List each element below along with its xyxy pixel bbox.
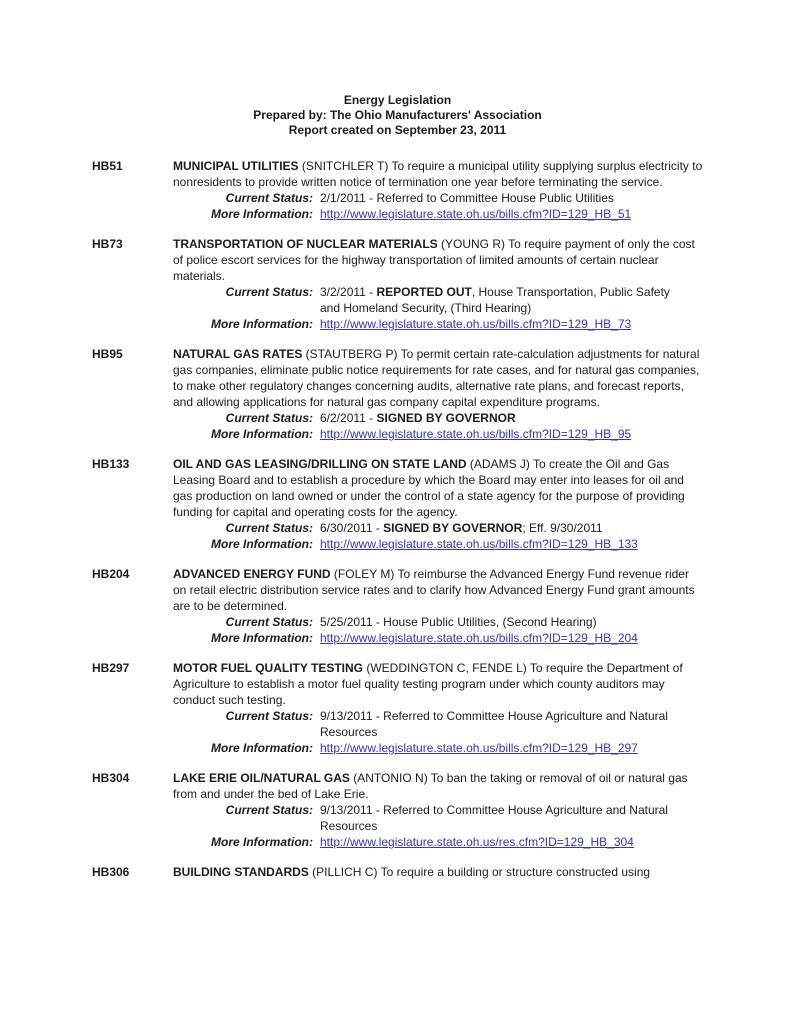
bill-body	[173, 236, 703, 332]
bill-description	[173, 158, 703, 190]
bill-entry	[92, 864, 703, 880]
bill-title: ADVANCED ENERGY FUND	[173, 567, 331, 581]
report-header	[92, 93, 703, 138]
bill-summary: (ADAMS J) To create the Oil and Gas Leasing Board and to establish a procedure by which the Board may enter into leases for oil and gas production on land owned or under the control of a state agency for the purpose of providing funding for capital and operating costs for the agency.	[173, 457, 685, 519]
more-information-row	[173, 740, 703, 756]
bill-body	[173, 566, 703, 646]
more-information-row	[173, 426, 703, 442]
bill-number: HB133	[92, 457, 130, 471]
bill-description	[173, 770, 703, 802]
more-information-value	[320, 536, 638, 552]
more-information-value	[320, 630, 638, 646]
bill-body	[173, 456, 703, 552]
bill-title: NATURAL GAS RATES	[173, 347, 303, 361]
bill-entry	[92, 770, 703, 850]
more-information-label: More Information:	[211, 631, 313, 645]
bill-number: HB304	[92, 771, 130, 785]
more-information-label: More Information:	[211, 537, 313, 551]
current-status-value: 5/25/2011 - House Public Utilities, (Second Hearing)	[320, 615, 597, 629]
bill-title: BUILDING STANDARDS	[173, 865, 309, 879]
current-status-label: Current Status:	[225, 191, 313, 205]
bill-number: HB297	[92, 661, 130, 675]
current-status-value: 9/13/2011 - Referred to Committee House Agriculture and Natural Resources	[320, 803, 668, 833]
bill-summary: (STAUTBERG P) To permit certain rate-calculation adjustments for natural gas companies, eliminate public notice requirements for rate cases, and for natural gas companies, to make other regulatory changes concerning audits, alternative rate plans, and forecast reports, and allowing applications for natural gas company capital expenditure programs.	[173, 347, 700, 409]
bill-list	[92, 158, 703, 880]
bill-entry	[92, 456, 703, 552]
more-information-value	[320, 740, 638, 756]
bill-description	[173, 236, 703, 284]
bill-title: OIL AND GAS LEASING/DRILLING ON STATE LAND	[173, 457, 467, 471]
more-information-value	[320, 426, 631, 442]
bill-description	[173, 456, 703, 520]
bill-link[interactable]: http://www.legislature.state.oh.us/bills.cfm?ID=129_HB_51	[320, 207, 632, 221]
more-information-value	[320, 834, 634, 850]
more-information-row	[173, 316, 703, 332]
more-information-label: More Information:	[211, 741, 313, 755]
current-status-row	[173, 410, 703, 426]
current-status-label: Current Status:	[225, 285, 313, 299]
bill-link[interactable]: http://www.legislature.state.oh.us/bills.cfm?ID=129_HB_133	[320, 537, 638, 551]
bill-summary: (FOLEY M) To reimburse the Advanced Energy Fund revenue rider on retail electric distribution service rates and to clarify how Advanced Energy Fund grant amounts are to be determined.	[173, 567, 695, 613]
more-information-row	[173, 834, 703, 850]
current-status-row	[173, 614, 703, 630]
bill-summary: (WEDDINGTON C, FENDE L) To require the Department of Agriculture to establish a motor fuel quality testing program under which county auditors may conduct such testing.	[173, 661, 683, 707]
bill-link[interactable]: http://www.legislature.state.oh.us/bills.cfm?ID=129_HB_73	[320, 317, 632, 331]
bill-description	[173, 566, 703, 614]
bill-description	[173, 864, 703, 880]
current-status-label: Current Status:	[225, 521, 313, 535]
bill-link[interactable]: http://www.legislature.state.oh.us/bills.cfm?ID=129_HB_95	[320, 427, 632, 441]
current-status-label: Current Status:	[225, 411, 313, 425]
bill-entry	[92, 158, 703, 222]
current-status-value: 3/2/2011 - REPORTED OUT, House Transportation, Public Safety and Homeland Security, (Third Hearing)	[320, 285, 670, 315]
bill-summary: (SNITCHLER T) To require a municipal utility supplying surplus electricity to nonresidents to provide written notice of termination one year before terminating the service.	[173, 159, 703, 189]
report-prepared-by: Prepared by: The Ohio Manufacturers' Association	[253, 108, 542, 122]
current-status-row	[173, 190, 703, 206]
more-information-label: More Information:	[211, 317, 313, 331]
current-status-row	[173, 520, 703, 536]
report-created-date: Report created on September 23, 2011	[288, 123, 507, 137]
more-information-label: More Information:	[211, 427, 313, 441]
bill-title: MOTOR FUEL QUALITY TESTING	[173, 661, 364, 675]
more-information-value	[320, 206, 631, 222]
bill-number: HB51	[92, 159, 123, 173]
more-information-row	[173, 630, 703, 646]
bill-description	[173, 346, 703, 410]
report-title: Energy Legislation	[343, 93, 452, 107]
current-status-row	[173, 284, 703, 316]
current-status-label: Current Status:	[225, 803, 313, 817]
current-status-value: 6/2/2011 - SIGNED BY GOVERNOR	[320, 411, 516, 425]
current-status-row	[173, 708, 703, 740]
bill-body	[173, 660, 703, 756]
more-information-label: More Information:	[211, 207, 313, 221]
bill-entry	[92, 236, 703, 332]
bill-link[interactable]: http://www.legislature.state.oh.us/bills.cfm?ID=129_HB_204	[320, 631, 638, 645]
bill-number: HB73	[92, 237, 123, 251]
current-status-value: 9/13/2011 - Referred to Committee House Agriculture and Natural Resources	[320, 709, 668, 739]
more-information-value	[320, 316, 631, 332]
bill-body	[173, 346, 703, 442]
bill-number: HB306	[92, 865, 130, 879]
current-status-row	[173, 802, 703, 834]
bill-summary: (PILLICH C) To require a building or structure constructed using	[308, 865, 651, 879]
bill-number: HB204	[92, 567, 130, 581]
more-information-label: More Information:	[211, 835, 313, 849]
bill-entry	[92, 346, 703, 442]
bill-body	[173, 770, 703, 850]
bill-number: HB95	[92, 347, 123, 361]
bill-entry	[92, 660, 703, 756]
current-status-value: 2/1/2011 - Referred to Committee House Public Utilities	[320, 191, 614, 205]
bill-summary: (YOUNG R) To require payment of only the cost of police escort services for the highway transportation of limited amounts of certain nuclear materials.	[173, 237, 695, 283]
current-status-value: 6/30/2011 - SIGNED BY GOVERNOR; Eff. 9/30/2011	[320, 521, 603, 535]
current-status-label: Current Status:	[225, 615, 313, 629]
bill-entry	[92, 566, 703, 646]
bill-title: MUNICIPAL UTILITIES	[173, 159, 299, 173]
more-information-row	[173, 536, 703, 552]
more-information-row	[173, 206, 703, 222]
current-status-label: Current Status:	[225, 709, 313, 723]
bill-title: LAKE ERIE OIL/NATURAL GAS	[173, 771, 350, 785]
bill-summary: (ANTONIO N) To ban the taking or removal of oil or natural gas from and under the bed of Lake Erie.	[173, 771, 688, 801]
bill-title: TRANSPORTATION OF NUCLEAR MATERIALS	[173, 237, 438, 251]
bill-description	[173, 660, 703, 708]
bill-link[interactable]: http://www.legislature.state.oh.us/bills.cfm?ID=129_HB_297	[320, 741, 638, 755]
bill-body	[173, 158, 703, 222]
bill-link[interactable]: http://www.legislature.state.oh.us/res.cfm?ID=129_HB_304	[320, 835, 634, 849]
bill-body	[173, 864, 703, 880]
